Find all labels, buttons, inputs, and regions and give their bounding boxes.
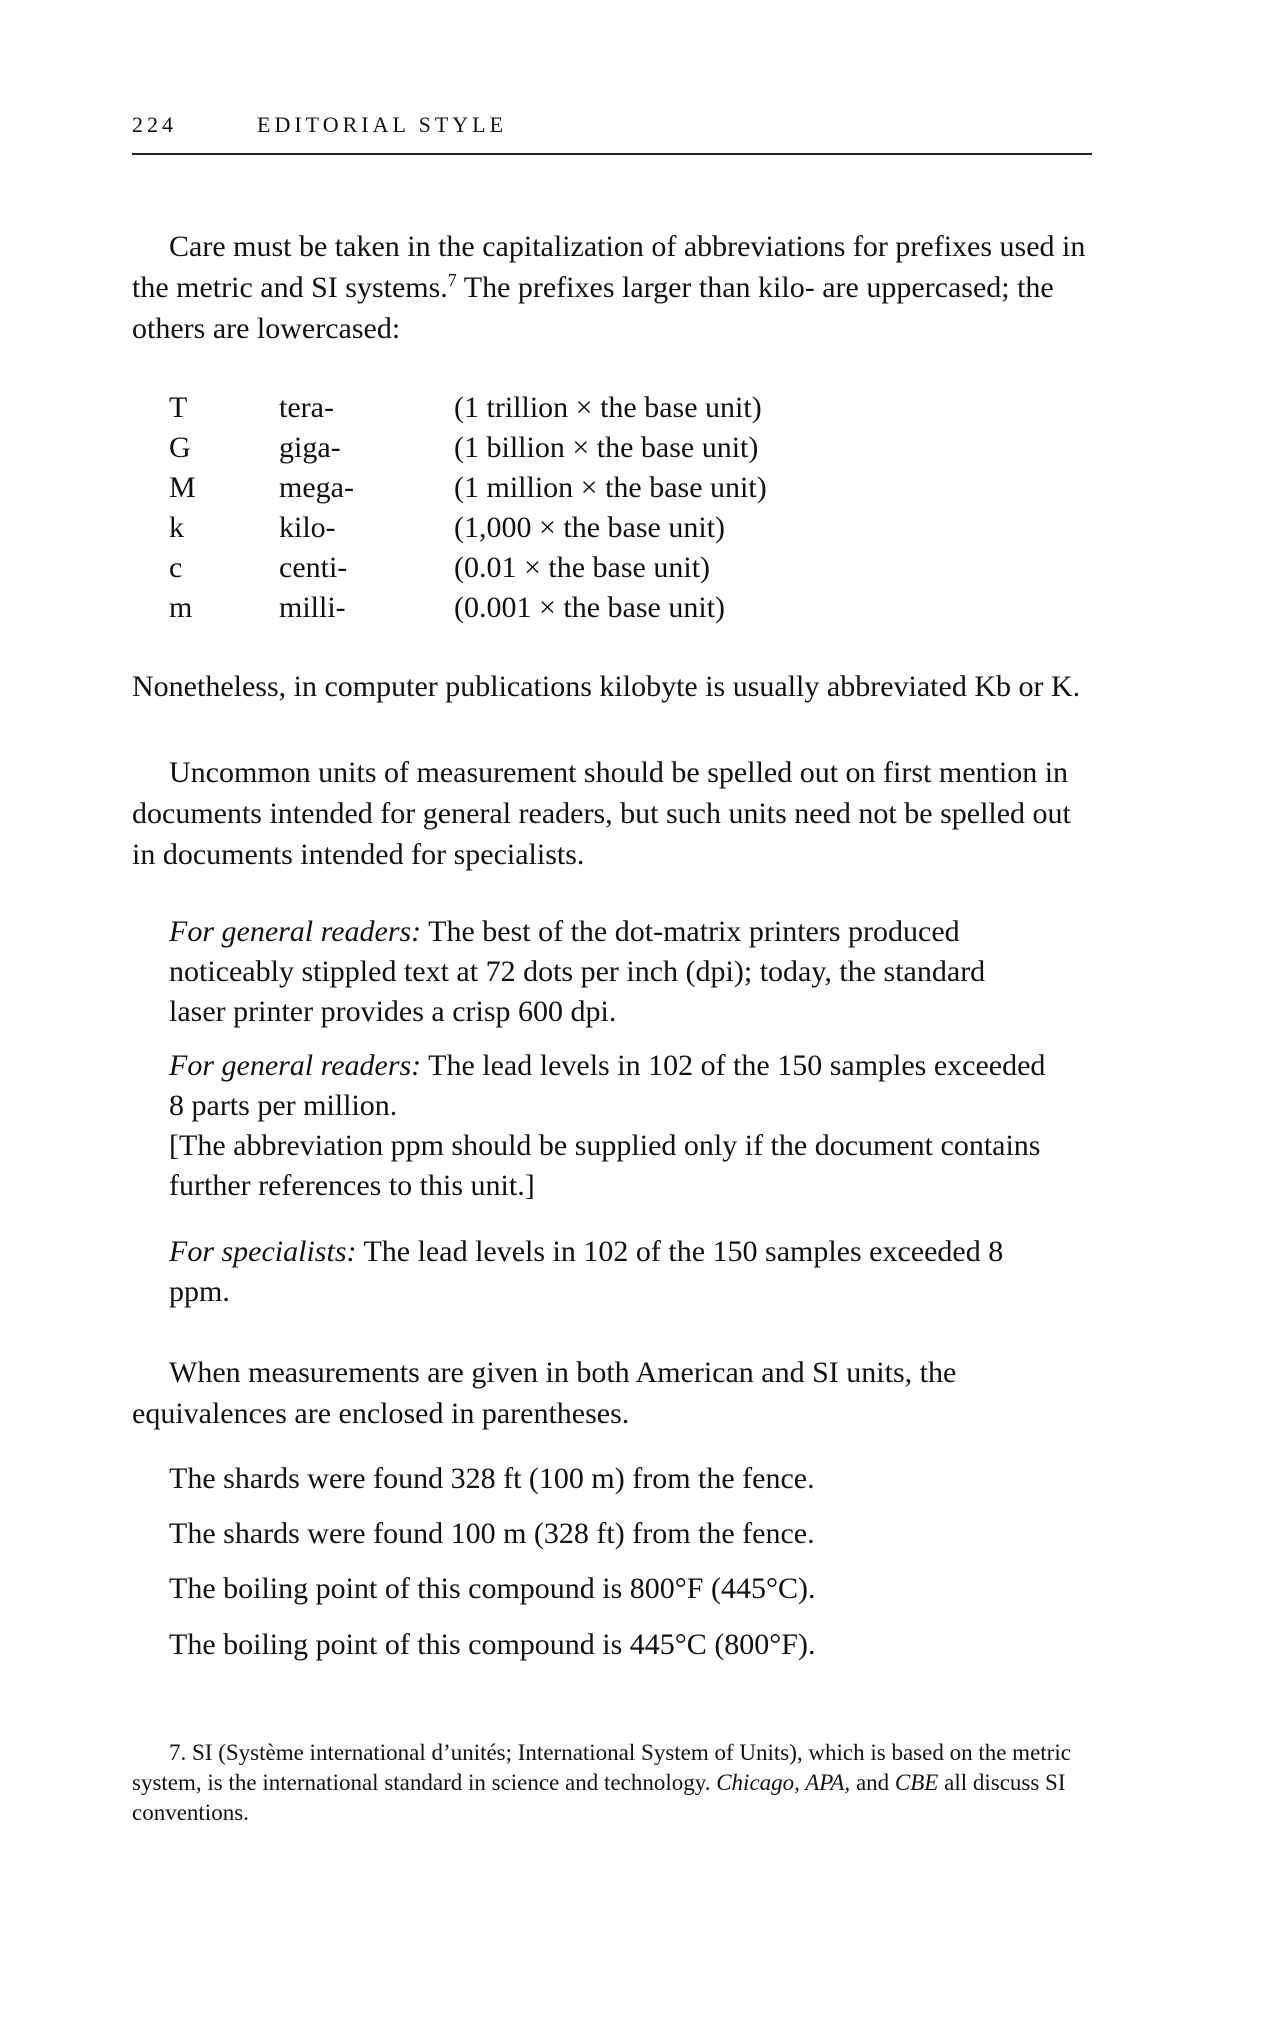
prefix-name: kilo-: [279, 511, 336, 544]
footnote: [132, 1738, 1092, 1828]
prefix-row: [169, 508, 767, 548]
page-number: 224: [132, 112, 177, 137]
prefix-value: (1 billion × the base unit): [454, 431, 759, 464]
example-sentence: The shards were found 328 ft (100 m) from the fence.: [169, 1462, 815, 1495]
example-label: For general readers:: [169, 1049, 422, 1082]
paragraph-text: Care must be taken in the capitalization of abbreviations for prefixes used in the metric and SI systems.: [132, 230, 1086, 304]
footnote-text: all discuss SI conventions.: [132, 1770, 1066, 1825]
footnote-reference: 7: [447, 270, 457, 290]
prefix-value: (1 million × the base unit): [454, 471, 767, 504]
example-text: The lead levels in 102 of the 150 samples exceeded 8 ppm.: [169, 1235, 1004, 1308]
prefix-value: (1,000 × the base unit): [454, 511, 726, 544]
footnote-number: 7.: [169, 1740, 187, 1765]
example-label: For general readers:: [169, 915, 422, 948]
running-header: [132, 112, 507, 138]
prefix-name: mega-: [279, 471, 354, 504]
footnote-text: and: [850, 1770, 895, 1795]
prefix-row: [169, 428, 767, 468]
running-title: EDITORIAL STYLE: [257, 112, 508, 137]
footnote-italic-refs: Chicago, APA,: [716, 1770, 851, 1795]
prefix-name: centi-: [279, 551, 348, 584]
prefix-value: (1 trillion × the base unit): [454, 391, 762, 424]
example-label: For specialists:: [169, 1235, 357, 1268]
prefix-name: milli-: [279, 591, 346, 624]
paragraph-uncommon-units: Uncommon units of measurement should be spelled out on first mention in documents intended for general readers, but such units need not be spelled out in documents intended for specialists.: [132, 756, 1071, 871]
example-general-readers-1: [169, 912, 1049, 1032]
example-sentence: The boiling point of this compound is 800°F (445°C).: [169, 1572, 816, 1605]
paragraph-equivalences: When measurements are given in both American and SI units, the equivalences are enclosed in parentheses.: [132, 1356, 957, 1430]
example-general-readers-2: [169, 1046, 1049, 1206]
example-sentence: The shards were found 100 m (328 ft) from the fence.: [169, 1517, 815, 1550]
header-rule: [132, 153, 1092, 155]
example-text: The best of the dot-matrix printers produced noticeably stippled text at 72 dots per inch (dpi); today, the standard laser printer provides a crisp 600 dpi.: [169, 915, 986, 1028]
prefix-symbol: T: [169, 391, 188, 424]
paragraph-prefix-capitalization: [132, 226, 1092, 349]
prefix-value: (0.001 × the base unit): [454, 591, 726, 624]
example-text: The lead levels in 102 of the 150 samples exceeded 8 parts per million.: [169, 1049, 1046, 1122]
prefix-symbol: c: [169, 551, 183, 584]
example-specialists: [169, 1232, 1049, 1312]
prefix-row: [169, 588, 767, 628]
prefix-row: [169, 468, 767, 508]
prefix-symbol: m: [169, 591, 193, 624]
prefix-name: giga-: [279, 431, 341, 464]
prefix-name: tera-: [279, 391, 334, 424]
paragraph-kilobyte: Nonetheless, in computer publications kilobyte is usually abbreviated Kb or K.: [132, 670, 1081, 703]
paragraph-text: The prefixes larger than kilo- are uppercased; the others are lowercased:: [132, 271, 1054, 345]
footnote-text: SI (Système international d’unités; International System of Units), which is based on the metric system, is the international standard in science and technology.: [132, 1740, 1071, 1795]
prefix-table: [169, 388, 767, 628]
prefix-row: [169, 548, 767, 588]
editorial-note: [The abbreviation ppm should be supplied only if the document contains further references to this unit.]: [169, 1129, 1041, 1202]
prefix-value: (0.01 × the base unit): [454, 551, 711, 584]
prefix-row: [169, 388, 767, 428]
footnote-italic-ref: CBE: [894, 1770, 939, 1795]
example-sentence: The boiling point of this compound is 445°C (800°F).: [169, 1628, 816, 1661]
prefix-symbol: G: [169, 431, 191, 464]
prefix-symbol: M: [169, 471, 196, 504]
prefix-symbol: k: [169, 511, 184, 544]
